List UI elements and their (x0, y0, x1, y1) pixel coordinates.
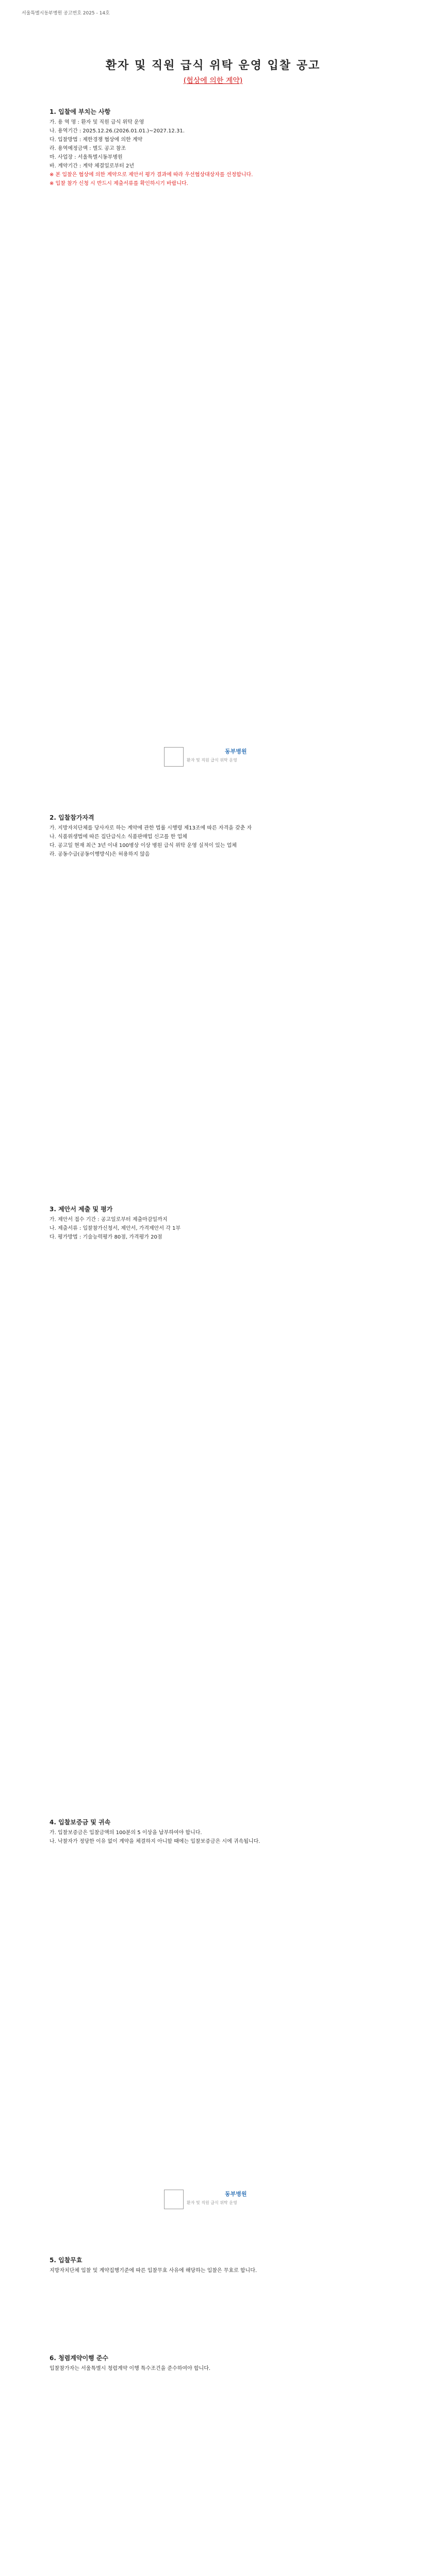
list-item: 다. 입찰방법 : 제한경쟁 협상에 의한 계약 (50, 137, 143, 143)
list-item: 나. 용역기간 : 2025.12.26.(2026.01.01.)~2027.12.31. (50, 128, 185, 134)
stamp-caption: 환자 및 직원 급식 위탁 운영 (187, 758, 237, 762)
section-heading: 1. 입찰에 부치는 사항 (50, 108, 111, 115)
list-item: 나. 낙찰자가 정당한 이유 없이 계약을 체결하지 아니할 때에는 입찰보증금은 시에 귀속됩니다. (50, 1839, 260, 1844)
seal-box (164, 747, 184, 767)
section-heading: 4. 입찰보증금 및 귀속 (50, 1819, 111, 1826)
page-subtitle: (협상에 의한 계약) (183, 77, 243, 85)
page-stamp (164, 2190, 257, 2214)
section-4 (50, 1814, 380, 1846)
list-item: 라. 공동수급(공동이행방식)은 허용하지 않음 (50, 852, 150, 857)
list-item: 가. 지방자치단체를 당사자로 하는 계약에 관한 법률 시행령 제13조에 따른 자격을 갖춘 자 (50, 825, 252, 831)
seal-box (164, 2190, 184, 2209)
section-heading: 5. 입찰무효 (50, 2257, 83, 2264)
warning-note: ※ 본 입찰은 협상에 의한 계약으로 제안서 평가 결과에 따라 우선협상대상자를 선정합니다. (50, 172, 253, 178)
hospital-logo: 동부병원 (225, 748, 247, 755)
list-item: 바. 계약기간 : 계약 체결일로부터 2년 (50, 163, 135, 169)
stamp-caption: 환자 및 직원 급식 위탁 운영 (187, 2200, 237, 2205)
list-item: 다. 평가방법 : 기술능력평가 80점, 가격평가 20점 (50, 1234, 162, 1240)
list-item: 가. 용 역 명 : 환자 및 직원 급식 위탁 운영 (50, 120, 144, 125)
list-item: 입찰참가자는 서울특별시 청렴계약 이행 특수조건을 준수하여야 합니다. (50, 2366, 211, 2371)
list-item: 지방자치단체 입찰 및 계약집행기준에 따른 입찰무효 사유에 해당하는 입찰은 무효로 합니다. (50, 2268, 257, 2274)
section-2 (50, 809, 380, 859)
warning-note: ※ 입찰 참가 신청 시 반드시 제출서류를 확인하시기 바랍니다. (50, 181, 188, 187)
list-item: 나. 제출서류 : 입찰참가신청서, 제안서, 가격제안서 각 1부 (50, 1226, 181, 1231)
document-header: 서울특별시동부병원 공고번호 2025 - 14호 (22, 11, 110, 16)
section-3 (50, 1200, 380, 1242)
section-5 (50, 2251, 380, 2275)
list-item: 다. 공고일 현재 최근 3년 이내 100병상 이상 병원 급식 위탁 운영 실적이 있는 업체 (50, 843, 237, 849)
page-stamp (164, 747, 257, 772)
section-heading: 6. 청렴계약이행 준수 (50, 2354, 109, 2362)
section-heading: 3. 제안서 제출 및 평가 (50, 1206, 113, 1213)
hospital-logo: 동부병원 (225, 2191, 247, 2197)
section-heading: 2. 입찰참가자격 (50, 814, 94, 821)
list-item: 마. 사업장 : 서울특별시동부병원 (50, 155, 123, 160)
page-title: 환자 및 직원 급식 위탁 운영 입찰 공고 (105, 59, 321, 72)
section-1 (50, 103, 380, 188)
list-item: 가. 제안서 접수 기간 : 공고일로부터 제출마감일까지 (50, 1217, 168, 1223)
list-item: 라. 용역예정금액 : 별도 공고 참조 (50, 146, 126, 151)
list-item: 가. 입찰보증금은 입찰금액의 100분의 5 이상을 납부하여야 합니다. (50, 1830, 202, 1836)
list-item: 나. 식품위생법에 따른 집단급식소 식품판매업 신고를 한 업체 (50, 834, 187, 840)
section-6 (50, 2349, 380, 2373)
